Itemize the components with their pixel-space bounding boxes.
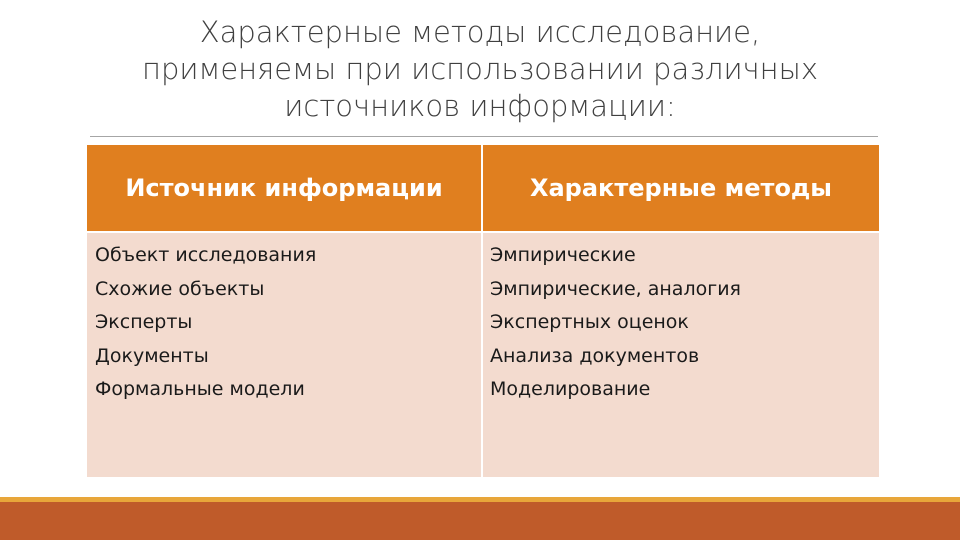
slide-title xyxy=(80,14,880,125)
methods-table xyxy=(87,145,879,477)
title-line-3: источников информации: xyxy=(284,89,676,123)
title-line-2: применяемы при использовании различных xyxy=(141,52,818,86)
header-methods: Характерные методы xyxy=(529,174,833,202)
title-line-1: Характерные методы исследование, xyxy=(199,15,761,49)
source-item: Эксперты xyxy=(95,311,193,333)
method-item: Эмпирические xyxy=(490,244,636,266)
methods-cell xyxy=(490,239,875,407)
method-item: Моделирование xyxy=(490,378,651,400)
source-item: Схожие объекты xyxy=(95,277,265,300)
table-row-divider xyxy=(87,231,879,233)
source-item: Объект исследования xyxy=(95,244,317,266)
method-item: Эмпирические, аналогия xyxy=(490,277,741,300)
method-item: Экспертных оценок xyxy=(490,311,689,333)
sources-cell xyxy=(95,239,475,407)
method-item: Анализа документов xyxy=(490,344,700,367)
title-divider xyxy=(90,136,878,137)
header-source: Источник информации xyxy=(125,174,443,202)
source-item: Документы xyxy=(95,344,209,367)
source-item: Формальные модели xyxy=(95,378,305,400)
footer-bar xyxy=(0,502,960,540)
